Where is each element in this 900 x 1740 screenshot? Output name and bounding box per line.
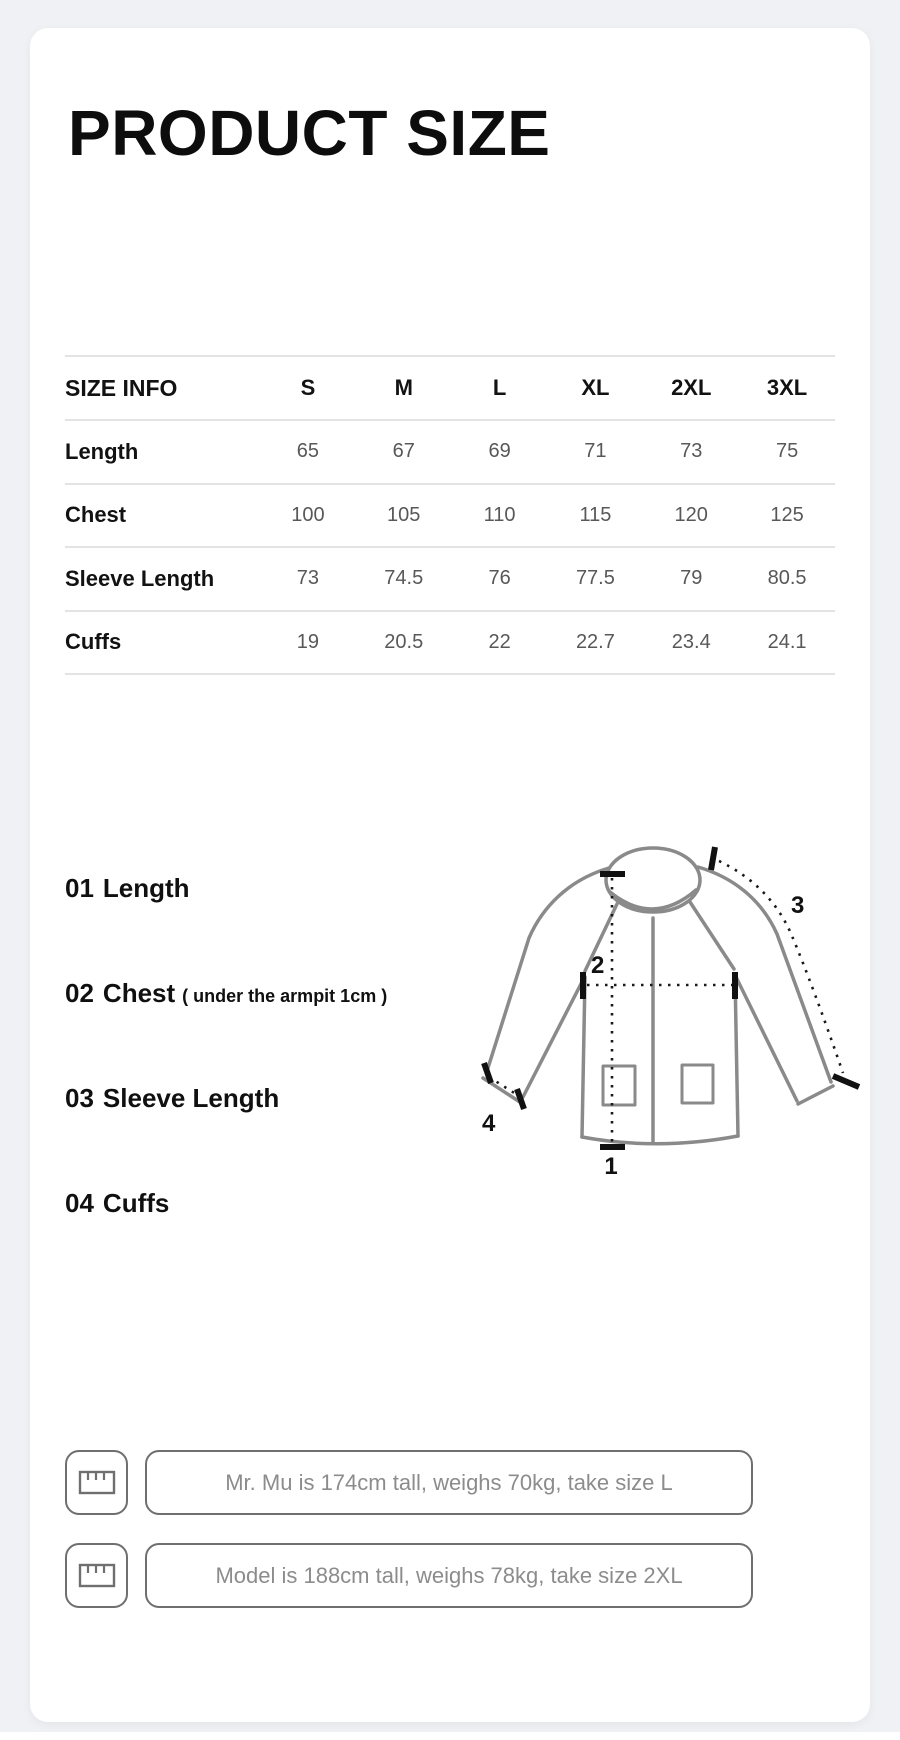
ruler-icon <box>77 1469 117 1497</box>
measure-label-chest <box>65 976 387 1013</box>
marker-4: 4 <box>482 1110 496 1137</box>
jacket-measurement-diagram <box>430 830 870 1180</box>
size-table-header-cell: L <box>492 375 507 400</box>
cell: 80.5 <box>767 567 807 590</box>
measure-label-sleeve-length <box>65 1081 279 1115</box>
content-card <box>30 28 870 1722</box>
table-row-chest <box>65 485 835 549</box>
cell: 19 <box>296 630 320 653</box>
right-sleeve-inner <box>736 977 797 1101</box>
cell: 79 <box>680 567 703 590</box>
cell: 76 <box>488 567 511 590</box>
measure-name: Length <box>102 873 190 903</box>
measure-name: Sleeve Length <box>102 1083 280 1113</box>
tick <box>833 1076 859 1087</box>
right-sleeve-outer <box>698 867 831 1082</box>
raglan-seam-right <box>690 902 734 969</box>
ruler-icon <box>77 1562 117 1590</box>
collar-outline <box>606 848 700 912</box>
bottom-strip <box>0 1732 900 1740</box>
size-table-header-cell: 3XL <box>766 375 808 400</box>
cell: 67 <box>392 440 415 463</box>
row-label: Chest <box>65 502 127 528</box>
cell: 69 <box>488 440 511 463</box>
left-sleeve-inner <box>523 978 584 1097</box>
fit-note-text: Mr. Mu is 174cm tall, weighs 70kg, take size L <box>145 1450 753 1515</box>
cell: 105 <box>387 503 421 526</box>
measure-label-length <box>65 871 190 905</box>
right-cuff-edge <box>798 1086 833 1104</box>
pocket-right <box>682 1065 713 1103</box>
measure-name: Cuffs <box>102 1188 170 1218</box>
pocket-left <box>603 1066 635 1105</box>
cell: 74.5 <box>384 567 424 590</box>
table-row-length <box>65 421 835 485</box>
measure-label-cuffs <box>65 1186 169 1220</box>
tick <box>517 1089 524 1109</box>
ruler-icon-box <box>65 1543 128 1608</box>
size-table-header-cell: SIZE INFO <box>65 374 178 401</box>
marker-3: 3 <box>791 892 805 919</box>
size-table-header-cell: S <box>300 375 316 400</box>
cell: 115 <box>579 503 612 526</box>
measure-number: 03 <box>65 1083 94 1113</box>
measure-number: 04 <box>65 1188 94 1218</box>
ruler-icon-box <box>65 1450 128 1515</box>
size-table-header-row <box>65 355 835 421</box>
table-row-cuffs <box>65 612 835 676</box>
row-label: Cuffs <box>65 629 122 655</box>
cell: 23.4 <box>671 630 711 653</box>
cell: 110 <box>483 503 516 526</box>
size-table-header-cell: XL <box>581 375 610 400</box>
body-left-edge <box>582 977 585 1137</box>
size-table-header-cell: M <box>394 375 413 400</box>
table-row-sleeve-length <box>65 548 835 612</box>
tick <box>711 847 715 870</box>
cell: 65 <box>296 440 320 463</box>
cell: 73 <box>296 567 320 590</box>
cell: 73 <box>680 440 703 463</box>
size-table <box>65 355 835 675</box>
hem-line <box>582 1136 738 1144</box>
cell: 22 <box>488 630 511 653</box>
measure-number: 02 <box>65 978 94 1008</box>
cell: 24.1 <box>767 630 807 653</box>
measure-name: Chest <box>102 978 176 1008</box>
size-table-header-cell: 2XL <box>671 375 712 400</box>
measure-note: ( under the armpit 1cm ) <box>182 986 388 1006</box>
cell: 100 <box>291 503 325 526</box>
measure-number: 01 <box>65 873 94 903</box>
row-label: Sleeve Length <box>65 565 215 591</box>
body-right-edge <box>735 975 738 1136</box>
fit-note-row <box>65 1543 753 1608</box>
fit-note-text: Model is 188cm tall, weighs 78kg, take size 2XL <box>145 1543 753 1608</box>
row-label: Length <box>65 438 139 464</box>
cell: 125 <box>770 503 804 526</box>
cell: 75 <box>775 440 799 463</box>
cell: 120 <box>674 503 708 526</box>
fit-note-row <box>65 1450 753 1515</box>
marker-1: 1 <box>604 1153 618 1180</box>
marker-2: 2 <box>591 952 605 979</box>
cell: 22.7 <box>575 630 615 653</box>
page-title: PRODUCT SIZE <box>68 97 551 169</box>
cell: 20.5 <box>384 630 424 653</box>
cell: 77.5 <box>575 567 615 590</box>
cell: 71 <box>584 440 607 463</box>
